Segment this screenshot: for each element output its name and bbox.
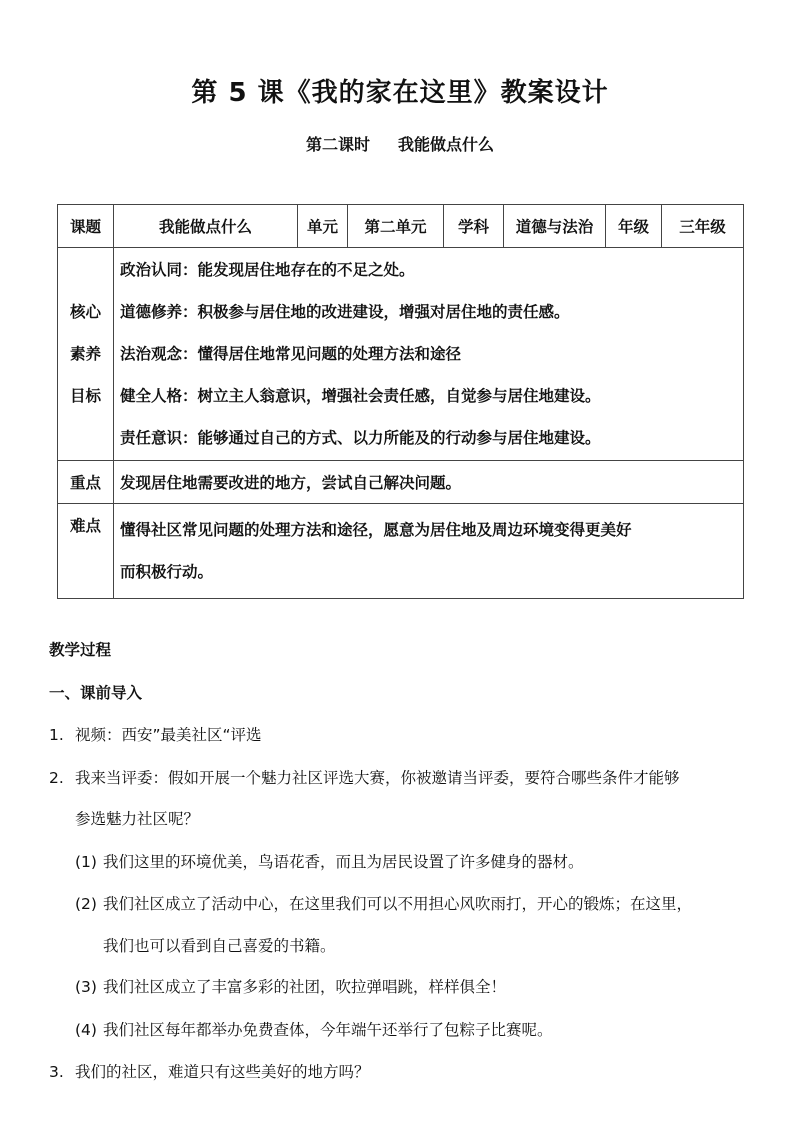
sub-list-item [75, 850, 584, 872]
list-number: 1. [49, 726, 64, 744]
list-item [49, 723, 262, 745]
sub-list-item [75, 975, 506, 997]
difficulty-line: 懂得社区常见问题的处理方法和途径，愿意为居住地及周边环境变得更美好 [120, 521, 632, 539]
page-title: 第 5 课《我的家在这里》教案设计 [191, 78, 609, 108]
sub-text: 我们这里的环境优美，鸟语花香，而且为居民设置了许多健身的器材。 [103, 853, 584, 871]
objective-item: 法治观念：懂得居住地常见问题的处理方法和途径 [120, 345, 462, 363]
table-row [58, 248, 744, 461]
sub-number: (4) [75, 1021, 97, 1039]
grade-label-cell: 年级 [606, 205, 662, 248]
objective-item: 健全人格：树立主人翁意识，增强社会责任感，自觉参与居住地建设。 [120, 387, 601, 405]
objective-item: 责任意识：能够通过自己的方式、以力所能及的行动参与居住地建设。 [120, 429, 601, 447]
process-heading: 教学过程 [49, 641, 112, 659]
difficulty-cell [114, 504, 744, 599]
list-text: 我们的社区，难道只有这些美好的地方吗？ [75, 1063, 370, 1081]
objective-item: 道德修养：积极参与居住地的改进建设，增强对居住地的责任感。 [120, 303, 570, 321]
sub-text: 我们社区每年都举办免费查体，今年端午还举行了包粽子比赛呢。 [103, 1021, 553, 1039]
sub-number: (1) [75, 853, 97, 871]
key-point-label-cell: 重点 [58, 461, 114, 504]
unit-label-cell: 单元 [298, 205, 348, 248]
sub-list-item [75, 1018, 553, 1040]
sub-text: 我们社区成立了丰富多彩的社团，吹拉弹唱跳，样样俱全！ [103, 978, 507, 996]
sub-number: (2) [75, 895, 97, 913]
sub-list-item [75, 892, 692, 914]
list-text: 视频：西安”最美社区“评选 [75, 726, 262, 744]
list-number: 3. [49, 1063, 64, 1081]
sub-text: 我们社区成立了活动中心，在这里我们可以不用担心风吹雨打，开心的锻炼；在这里， [103, 895, 693, 913]
list-text: 我来当评委：假如开展一个魅力社区评选大赛，你被邀请当评委，要符合哪些条件才能够 [75, 769, 680, 787]
objectives-label-cell [58, 248, 114, 461]
topic-label: 我能做点什么 [398, 135, 495, 154]
topic-label-cell: 课题 [58, 205, 114, 248]
sub-text-continued: 我们也可以看到自己喜爱的书籍。 [103, 937, 336, 955]
table-row [58, 461, 744, 504]
objectives-label: 素养 [69, 345, 101, 363]
section-heading: 一、课前导入 [49, 684, 143, 702]
lesson-subtitle [0, 132, 800, 155]
key-point-cell: 发现居住地需要改进的地方，尝试自己解决问题。 [114, 461, 744, 504]
sub-number: (3) [75, 978, 97, 996]
objectives-label: 核心 [69, 303, 101, 321]
objectives-label: 目标 [69, 387, 101, 405]
difficulty-line: 而积极行动。 [120, 563, 214, 581]
list-text-continued: 参选魅力社区呢？ [75, 810, 200, 828]
lesson-info-table [57, 204, 744, 599]
table-row [58, 205, 744, 248]
difficulty-label-cell: 难点 [58, 504, 114, 599]
list-item [49, 766, 680, 788]
list-item [49, 1060, 370, 1082]
grade-value-cell: 三年级 [662, 205, 744, 248]
period-label: 第二课时 [305, 135, 370, 154]
table-row [58, 504, 744, 599]
topic-value-cell: 我能做点什么 [114, 205, 298, 248]
list-number: 2. [49, 769, 64, 787]
objective-item: 政治认同：能发现居住地存在的不足之处。 [120, 261, 415, 279]
unit-value-cell: 第二单元 [348, 205, 444, 248]
subject-label-cell: 学科 [444, 205, 504, 248]
objectives-cell [114, 248, 744, 461]
subject-value-cell: 道德与法治 [504, 205, 606, 248]
